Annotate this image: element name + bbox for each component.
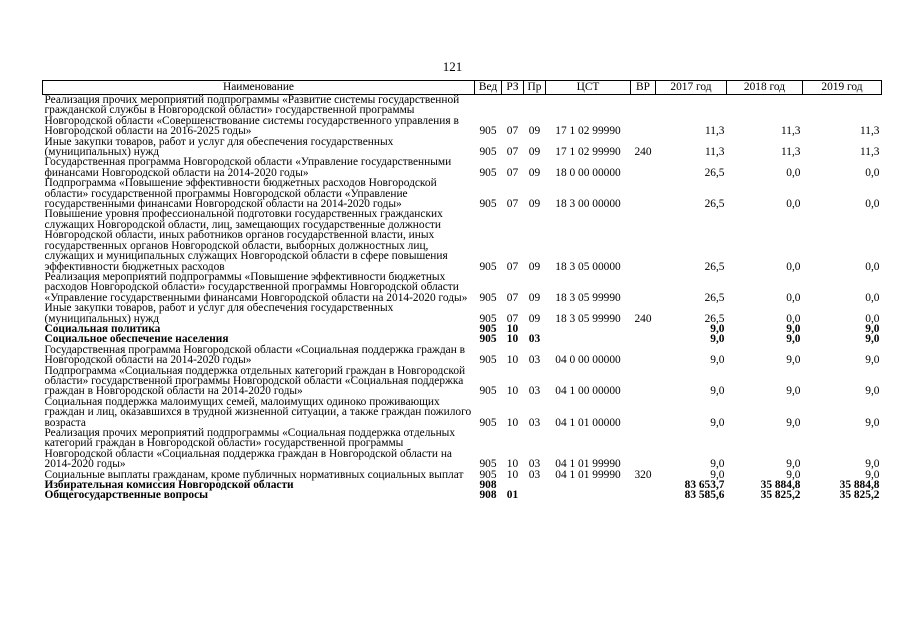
row-name: Социальная поддержка малоимущих семей, малоимущих одиноко проживающих граждан и лиц, оказавшихся в трудной жизненной ситуации, а также граждан пожилого возраста	[44, 395, 472, 429]
row-vr	[631, 428, 656, 470]
row-vr	[631, 95, 656, 137]
row-cst: 17 1 02 99990	[555, 125, 621, 138]
row-2019: 0,0	[865, 166, 880, 179]
row-rz: 07	[506, 260, 519, 273]
table-row	[43, 345, 882, 366]
row-rz: 10	[506, 333, 519, 346]
row-2018: 0,0	[786, 312, 801, 325]
row-pr: 09	[528, 146, 541, 159]
table-row	[43, 397, 882, 428]
row-name: Реализация мероприятий подпрограммы «Повышение эффективности бюджетных расходов Новгородской области» государственной программы Новгородской области «Управление государственными финансами Новгородской области на 2014-2020 годы»	[44, 270, 468, 304]
row-vr	[631, 157, 656, 178]
table-row	[43, 490, 882, 500]
row-2018: 9,0	[786, 333, 801, 346]
row-2018: 35 825,2	[760, 489, 801, 502]
row-vr	[631, 490, 656, 500]
header-2018: 2018 год	[727, 81, 803, 95]
row-ved: 905	[479, 146, 497, 159]
header-cst: ЦСТ	[546, 81, 631, 95]
row-2017: 11,3	[704, 125, 725, 138]
row-2017: 9,0	[710, 322, 725, 335]
row-name: Общегосударственные вопросы	[44, 489, 209, 502]
row-2018: 9,0	[786, 385, 801, 398]
row-name: Иные закупки товаров, работ и услуг для обеспечения государственных (муниципальных) нужд	[44, 302, 394, 325]
row-cst	[546, 490, 631, 500]
row-rz: 07	[506, 198, 519, 211]
row-rz: 07	[506, 146, 519, 159]
row-ved: 905	[479, 322, 497, 335]
row-pr: 03	[528, 385, 541, 398]
row-ved: 905	[479, 125, 497, 138]
row-pr	[524, 490, 546, 500]
header-name: Наименование	[43, 81, 475, 95]
row-name: Социальная политика	[44, 322, 161, 335]
row-2019: 9,0	[865, 416, 880, 429]
header-2017: 2017 год	[656, 81, 727, 95]
row-rz: 07	[506, 125, 519, 138]
row-vr	[631, 345, 656, 366]
row-cst	[546, 334, 631, 344]
row-2019: 35 884,8	[839, 479, 880, 492]
row-cst: 04 1 01 00000	[555, 416, 621, 429]
row-cst: 18 3 05 00000	[555, 260, 621, 273]
row-2017: 9,0	[710, 385, 725, 398]
row-vr: 240	[634, 312, 652, 325]
row-vr	[631, 366, 656, 397]
row-2018: 9,0	[786, 468, 801, 481]
table-row	[43, 428, 882, 470]
row-ved: 905	[479, 468, 497, 481]
row-pr: 03	[528, 458, 541, 471]
row-rz: 07	[506, 166, 519, 179]
row-cst: 18 3 00 00000	[555, 198, 621, 211]
row-cst: 04 0 00 00000	[555, 354, 621, 367]
row-2017: 26,5	[704, 260, 725, 273]
row-2017: 9,0	[710, 354, 725, 367]
table-header-row	[43, 81, 882, 95]
row-2019: 9,0	[865, 333, 880, 346]
header-rz: РЗ	[502, 81, 524, 95]
row-vr	[631, 480, 656, 490]
table-row	[43, 178, 882, 209]
row-2018: 0,0	[786, 291, 801, 304]
row-rz: 01	[506, 489, 519, 502]
row-vr	[631, 272, 656, 303]
row-2017: 26,5	[704, 312, 725, 325]
row-name: Повышение уровня профессиональной подготовки государственных гражданских служащих Новгородской области, лиц, замещающих государственные должности Новгородской области, иных работников органов государственной власти, иных государственных органов Новгородской области, выборных должностных лиц, служащих и муниципальных служащих Новгородской области в сфере повышения эффективности бюджетных расходов	[44, 208, 448, 273]
row-2017: 11,3	[704, 146, 725, 159]
row-name: Социальные выплаты гражданам, кроме публичных нормативных социальных выплат	[44, 468, 464, 481]
row-2019: 0,0	[865, 198, 880, 211]
row-cst: 18 0 00 00000	[555, 166, 621, 179]
row-2018: 9,0	[786, 416, 801, 429]
row-2018: 0,0	[786, 166, 801, 179]
row-name: Избирательная комиссия Новгородской области	[44, 479, 294, 492]
row-rz: 07	[506, 291, 519, 304]
table-row	[43, 272, 882, 303]
row-pr: 09	[528, 198, 541, 211]
row-cst: 18 3 05 99990	[555, 291, 621, 304]
row-cst	[546, 324, 631, 334]
row-cst: 04 1 01 99990	[555, 458, 621, 471]
header-vr: ВР	[631, 81, 656, 95]
row-ved: 905	[479, 458, 497, 471]
row-ved: 905	[479, 166, 497, 179]
row-rz: 07	[506, 312, 519, 325]
row-ved: 908	[479, 489, 497, 502]
row-vr	[631, 324, 656, 334]
row-name: Социальное обеспечение населения	[44, 333, 229, 346]
row-2017: 26,5	[704, 291, 725, 304]
row-name: Иные закупки товаров, работ и услуг для обеспечения государственных (муниципальных) нужд	[44, 135, 394, 159]
row-vr	[631, 397, 656, 428]
row-pr: 03	[528, 468, 541, 481]
row-pr: 09	[528, 125, 541, 138]
header-pr: Пр	[524, 81, 546, 95]
row-name: Подпрограмма «Повышение эффективности бюджетных расходов Новгородской области» государственной программы Новгородской области «Управление государственными финансами Новгородской области на 2014-2020 годы»	[44, 177, 437, 211]
row-rz: 10	[506, 322, 519, 335]
row-2017: 9,0	[710, 416, 725, 429]
row-2018: 9,0	[786, 354, 801, 367]
row-pr: 03	[528, 416, 541, 429]
row-ved: 905	[479, 312, 497, 325]
row-2018: 9,0	[786, 458, 801, 471]
row-2018: 0,0	[786, 260, 801, 273]
row-vr	[631, 334, 656, 344]
row-ved: 908	[479, 479, 497, 492]
row-2019: 0,0	[865, 312, 880, 325]
row-rz: 10	[506, 416, 519, 429]
row-ved: 905	[479, 333, 497, 346]
row-2017: 9,0	[710, 333, 725, 346]
row-name: Реализация прочих мероприятий подпрограммы «Социальная поддержка отдельных категорий граждан в Новгородской области» государственной программы Новгородской области «Социальная поддержка граждан в Новгородской области на 2014-2020 годы»	[44, 427, 456, 471]
row-2019: 9,0	[865, 468, 880, 481]
row-cst	[546, 480, 631, 490]
row-rz: 10	[506, 468, 519, 481]
row-pr: 09	[528, 291, 541, 304]
row-2017: 9,0	[710, 458, 725, 471]
row-2017: 83 653,7	[684, 479, 725, 492]
table-row	[43, 137, 882, 158]
row-2019: 11,3	[859, 146, 880, 159]
row-name: Реализация прочих мероприятий подпрограммы «Развитие системы государственной гражданской службы в Новгородской области» государственной программы Новгородской области «Совершенствование системы государственного управления в Новгородской области на 2016-2025 годы»	[44, 94, 460, 138]
table-row	[43, 157, 882, 178]
row-name: Подпрограмма «Социальная поддержка отдельных категорий граждан в Новгородской области» государственной программы Новгородской области «Социальная поддержка граждан в Новгородской области на 2014-2020 годы»	[44, 364, 466, 398]
row-rz: 10	[506, 458, 519, 471]
row-cst: 04 1 00 00000	[555, 385, 621, 398]
row-name: Государственная программа Новгородской области «Социальная поддержка граждан в Новгородской области на 2014-2020 годы»	[44, 343, 466, 367]
row-ved: 905	[479, 198, 497, 211]
header-ved: Вед	[475, 81, 502, 95]
row-2017: 26,5	[704, 166, 725, 179]
row-2019: 9,0	[865, 354, 880, 367]
row-2018: 0,0	[786, 198, 801, 211]
row-2017: 9,0	[710, 468, 725, 481]
row-ved: 905	[479, 416, 497, 429]
row-pr: 09	[528, 312, 541, 325]
row-2017: 83 585,6	[684, 489, 725, 502]
page-number: 121	[442, 59, 463, 74]
row-vr: 320	[634, 468, 652, 481]
row-cst: 04 1 01 99990	[555, 468, 621, 481]
row-2019: 9,0	[865, 322, 880, 335]
row-2018: 9,0	[786, 322, 801, 335]
row-pr: 09	[528, 166, 541, 179]
row-2019: 11,3	[859, 125, 880, 138]
row-pr: 03	[528, 354, 541, 367]
row-vr	[631, 178, 656, 209]
row-2019: 9,0	[865, 458, 880, 471]
row-pr: 09	[528, 260, 541, 273]
table-row	[43, 366, 882, 397]
row-pr	[524, 480, 546, 490]
row-vr: 240	[634, 146, 652, 159]
row-rz: 10	[506, 385, 519, 398]
row-2019: 0,0	[865, 260, 880, 273]
row-ved: 905	[479, 354, 497, 367]
row-ved: 905	[479, 291, 497, 304]
header-2019: 2019 год	[803, 81, 882, 95]
row-ved: 905	[479, 385, 497, 398]
row-name: Государственная программа Новгородской области «Управление государственными финансами Новгородской области на 2014-2020 годы»	[44, 156, 452, 179]
row-cst: 17 1 02 99990	[555, 146, 621, 159]
row-2019: 35 825,2	[839, 489, 880, 502]
row-2018: 11,3	[780, 125, 801, 138]
row-2017: 26,5	[704, 198, 725, 211]
row-pr: 03	[528, 333, 541, 346]
table-row	[43, 303, 882, 324]
row-vr	[631, 209, 656, 271]
row-ved: 905	[479, 260, 497, 273]
budget-table	[42, 80, 882, 501]
row-2019: 0,0	[865, 291, 880, 304]
row-cst: 18 3 05 99990	[555, 312, 621, 325]
table-row	[43, 95, 882, 137]
table-row	[43, 209, 882, 271]
row-rz: 10	[506, 354, 519, 367]
row-2018: 11,3	[780, 146, 801, 159]
row-2019: 9,0	[865, 385, 880, 398]
row-2018: 35 884,8	[760, 479, 801, 492]
